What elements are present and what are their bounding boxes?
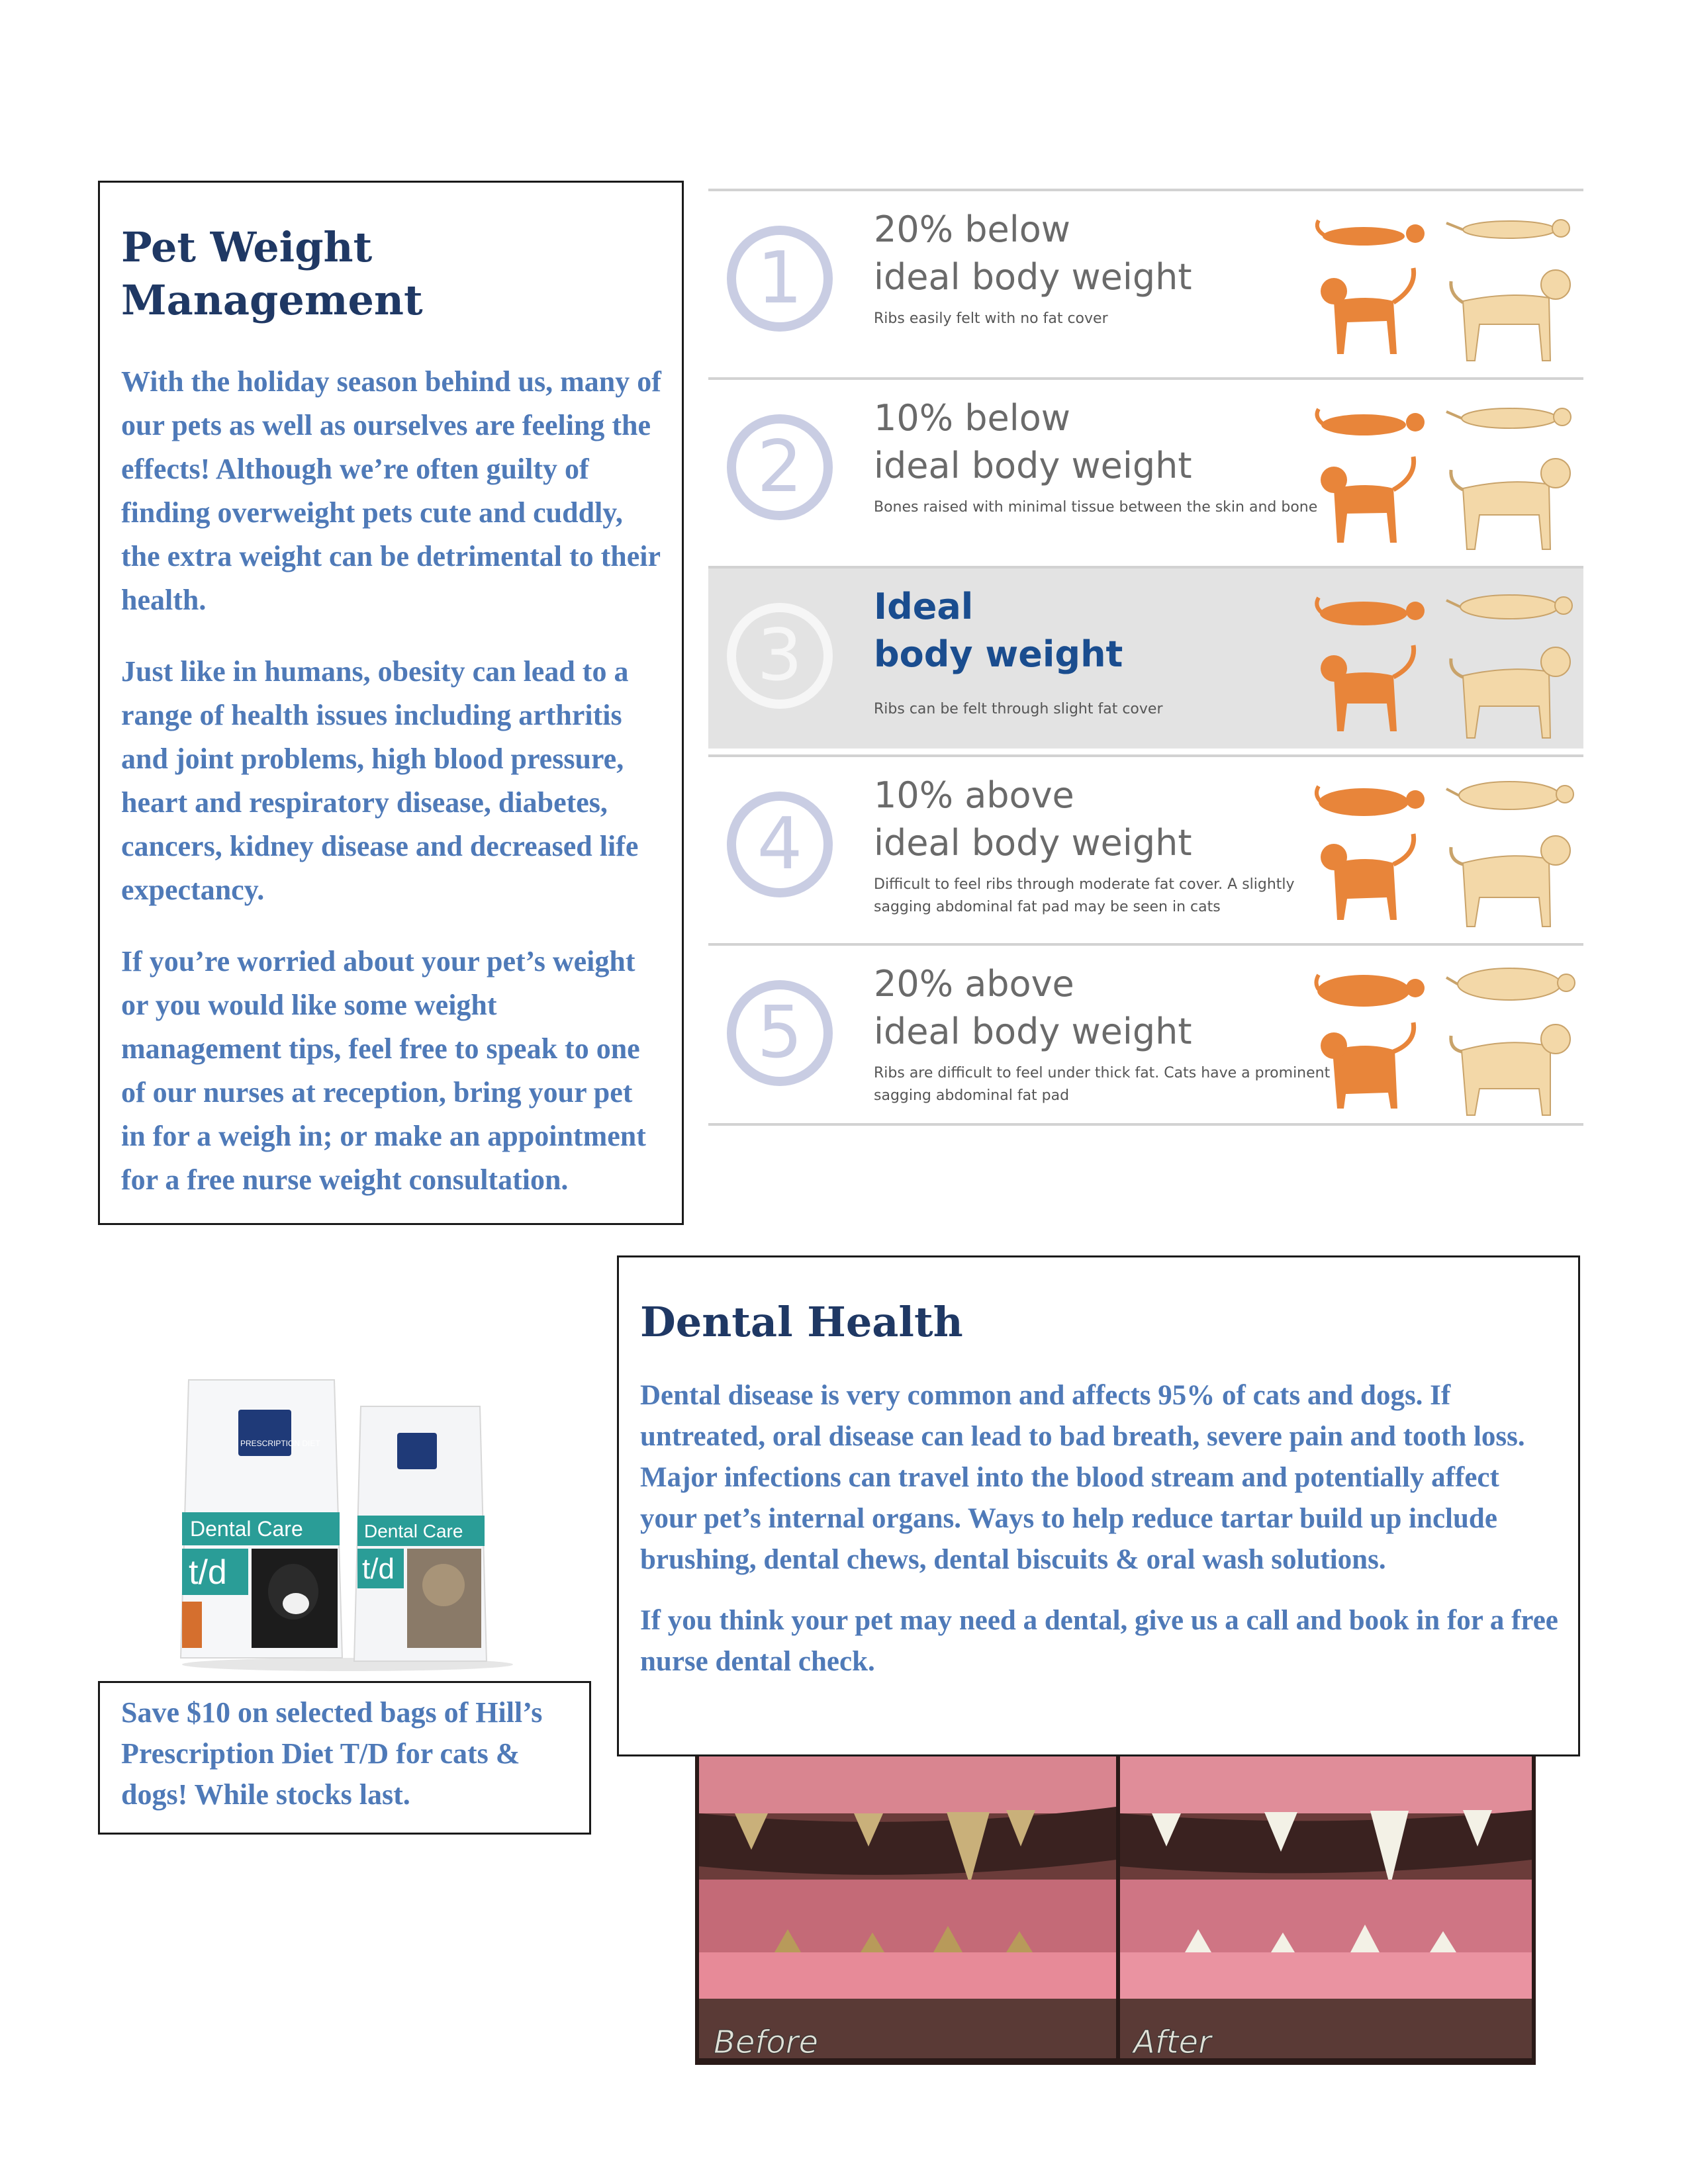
dog-top-view-icon xyxy=(1443,583,1575,629)
dog-side-view-icon xyxy=(1443,443,1575,556)
bcs-title-line2: ideal body weight xyxy=(874,1011,1192,1052)
cat-top-view-icon xyxy=(1311,404,1436,443)
brand-line-label: PRESCRIPTION DIET xyxy=(240,1439,320,1448)
bcs-description: Ribs can be felt through slight fat cover xyxy=(874,701,1163,717)
bcs-number-badge: 3 xyxy=(727,603,833,709)
dog-side-view-icon xyxy=(1443,632,1575,745)
dog-food-bag xyxy=(181,1380,342,1658)
offer-text: Save $10 on selected bags of Hill’s Prescription Diet T/D for cats & dogs! While stocks last. xyxy=(121,1696,543,1811)
cat-side-view-icon xyxy=(1307,261,1433,361)
bcs-title-line2: ideal body weight xyxy=(874,822,1192,864)
bcs-row-1 xyxy=(708,189,1583,371)
pet-weight-paragraph-3: If you’re worried about your pet’s weight or you would like some weight management tips, feel free to speak to one of our nurses at reception, bring your pet in for a weigh in; or make an appointment for a free nurse weight consultation. xyxy=(121,945,646,1196)
bcs-row-2 xyxy=(708,377,1583,560)
cat-top-view-icon xyxy=(1311,215,1436,255)
bcs-title xyxy=(874,583,1304,678)
pet-weight-paragraph-2: Just like in humans, obesity can lead to a range of health issues including arthritis and joint problems, high blood pressure, heart and respiratory disease, diabetes, cancers, kidney disease and decreased life expectancy. xyxy=(121,655,639,906)
after-teeth-photo xyxy=(1120,1754,1532,2061)
cat-side-view-icon xyxy=(1307,1016,1433,1115)
bcs-number-badge: 1 xyxy=(727,226,833,332)
bcs-title xyxy=(874,394,1304,490)
bcs-title-line1: 10% above xyxy=(874,774,1074,816)
bcs-number-badge: 4 xyxy=(727,792,833,897)
svg-text:t/d: t/d xyxy=(362,1553,395,1585)
bcs-description: Bones raised with minimal tissue between the skin and bone xyxy=(874,499,1318,516)
cat-side-view-icon xyxy=(1307,639,1433,738)
product-name-label: Dental Care xyxy=(190,1517,303,1541)
dental-health-title: Dental Health xyxy=(640,1298,963,1346)
product-code-label: t/d xyxy=(189,1553,227,1592)
bcs-number-badge: 2 xyxy=(727,414,833,520)
bcs-title-line1: 10% below xyxy=(874,397,1070,439)
bcs-description: Ribs are difficult to feel under thick fat. Cats have a prominent sagging abdominal fat pad xyxy=(874,1065,1331,1104)
bcs-title-line2: body weight xyxy=(874,633,1123,675)
body-condition-chart xyxy=(708,189,1583,1142)
dog-side-view-icon xyxy=(1443,255,1575,367)
bcs-title-line1: 20% above xyxy=(874,963,1074,1005)
dog-side-view-icon xyxy=(1443,821,1575,933)
dog-top-view-icon xyxy=(1443,394,1575,441)
bcs-description: Ribs easily felt with no fat cover xyxy=(874,310,1108,327)
before-teeth-photo xyxy=(699,1754,1116,2061)
dental-paragraph-2: If you think your pet may need a dental, give us a call and book in for a free nurse dental check. xyxy=(640,1605,1558,1677)
svg-text:Dental Care: Dental Care xyxy=(364,1521,463,1541)
offer-section xyxy=(98,1681,591,1835)
pet-weight-title: Pet Weight Management xyxy=(121,223,423,324)
cat-top-view-icon xyxy=(1311,592,1436,632)
bcs-description: Difficult to feel ribs through moderate fat cover. A slightly sagging abdominal fat pad may be seen in cats xyxy=(874,876,1295,915)
bcs-number-badge: 5 xyxy=(727,980,833,1086)
dental-paragraph-1: Dental disease is very common and affects 95% of cats and dogs. If untreated, oral disease can lead to bad breath, severe pain and tooth loss. Major infections can travel into the blood stream and potentially affect your pet’s internal organs. Ways to help reduce tartar build up include brushing, dental chews, dental biscuits & oral wash solutions. xyxy=(640,1380,1525,1575)
cat-side-view-icon xyxy=(1307,827,1433,927)
bcs-row-5 xyxy=(708,943,1583,1126)
cat-top-view-icon xyxy=(1311,781,1436,821)
bcs-title-line1: 20% below xyxy=(874,208,1070,250)
dog-top-view-icon xyxy=(1443,960,1575,1007)
bcs-title xyxy=(874,960,1304,1056)
dog-side-view-icon xyxy=(1443,1009,1575,1122)
pet-weight-paragraph-1: With the holiday season behind us, many of our pets as well as ourselves are feeling the effects! Although we’re often guilty of finding overweight pets cute and cuddly, the extra weight can be detrimental to their health. xyxy=(121,365,661,616)
bcs-title xyxy=(874,772,1304,867)
bcs-row-3 xyxy=(708,566,1583,749)
cat-side-view-icon xyxy=(1307,450,1433,549)
bcs-title-line1: Ideal xyxy=(874,586,974,627)
bcs-title xyxy=(874,206,1304,301)
bcs-title-line2: ideal body weight xyxy=(874,445,1192,486)
bcs-row-4 xyxy=(708,754,1583,937)
dental-health-section xyxy=(617,1255,1580,1756)
bcs-title-line2: ideal body weight xyxy=(874,256,1192,298)
cat-top-view-icon xyxy=(1311,970,1436,1009)
product-bags-image xyxy=(175,1373,520,1678)
pet-weight-section xyxy=(98,181,684,1225)
cat-food-bag xyxy=(354,1406,487,1661)
after-label: After xyxy=(1133,2024,1211,2061)
teeth-before-after-photo xyxy=(695,1754,1536,2065)
before-label: Before xyxy=(714,2024,818,2061)
dog-top-view-icon xyxy=(1443,206,1575,252)
dog-top-view-icon xyxy=(1443,772,1575,818)
